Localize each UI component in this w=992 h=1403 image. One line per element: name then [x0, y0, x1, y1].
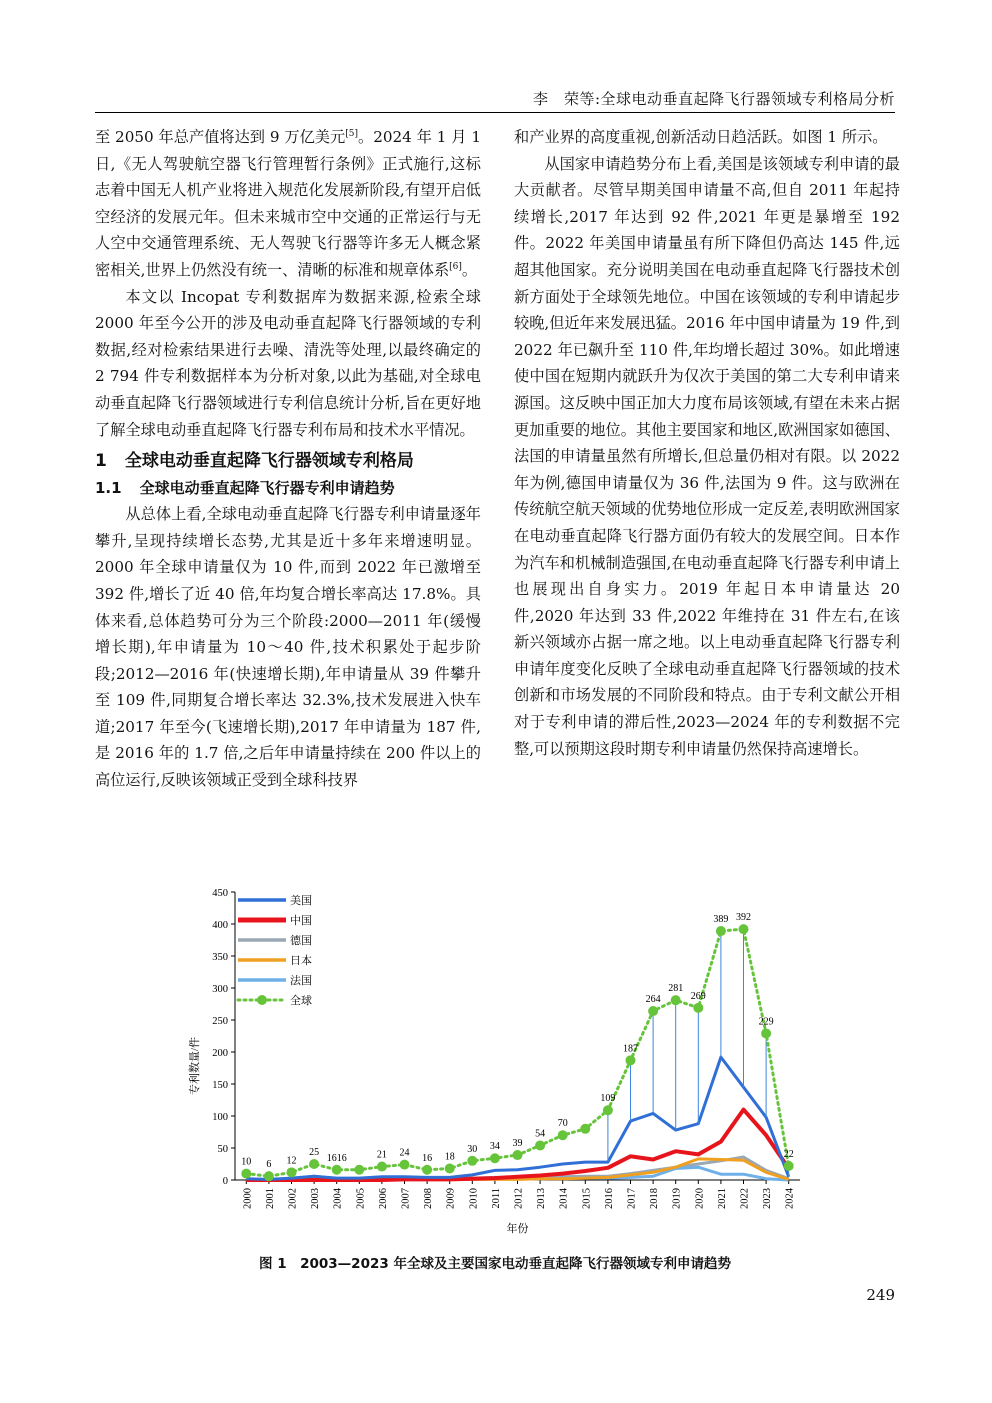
header-rule — [95, 112, 895, 113]
global-point — [648, 1006, 658, 1016]
data-label: 264 — [645, 994, 661, 1006]
x-tick-label: 2011 — [490, 1188, 502, 1209]
global-point — [739, 924, 749, 934]
data-label: 6 — [266, 1159, 272, 1171]
y-tick-label: 100 — [212, 1112, 228, 1123]
data-label: 39 — [512, 1138, 523, 1150]
data-label: 389 — [713, 914, 729, 926]
data-label: 12 — [286, 1155, 297, 1167]
x-tick-label: 2007 — [400, 1188, 412, 1209]
global-point — [693, 1003, 703, 1013]
x-tick-label: 2008 — [423, 1188, 435, 1209]
citation-ref: [6] — [449, 261, 462, 272]
data-label: 22 — [783, 1148, 794, 1160]
global-point — [626, 1055, 636, 1065]
x-tick-label: 2013 — [536, 1188, 548, 1209]
x-tick-label: 2017 — [626, 1188, 638, 1209]
global-point — [513, 1150, 523, 1160]
legend-label: 德国 — [290, 935, 312, 947]
data-label: 34 — [489, 1141, 500, 1153]
global-point — [241, 1169, 251, 1179]
legend-marker — [257, 995, 267, 1005]
x-tick-label: 2004 — [332, 1188, 344, 1209]
data-label: 392 — [736, 912, 751, 924]
left-column — [95, 124, 481, 794]
page-number: 249 — [866, 1286, 895, 1304]
y-tick-label: 450 — [212, 888, 228, 899]
y-tick-label: 300 — [212, 984, 228, 995]
data-label: 54 — [535, 1128, 546, 1140]
x-tick-label: 2009 — [445, 1188, 457, 1209]
x-tick-label: 2006 — [377, 1188, 389, 1209]
global-point — [287, 1167, 297, 1177]
y-tick-label: 400 — [212, 920, 228, 931]
patent-trend-chart — [180, 880, 820, 1240]
paragraph: 和产业界的高度重视,创新活动日趋活跃。如图 1 所示。 — [514, 128, 888, 146]
x-axis-title: 年份 — [506, 1223, 529, 1235]
global-point — [422, 1165, 432, 1175]
x-tick-label: 2016 — [603, 1188, 615, 1209]
data-label: 229 — [758, 1016, 774, 1028]
x-tick-label: 2000 — [242, 1188, 254, 1209]
x-tick-label: 2023 — [762, 1188, 774, 1209]
citation-ref: [5] — [345, 128, 358, 139]
global-point — [580, 1124, 590, 1134]
legend-label: 美国 — [290, 895, 312, 907]
data-label: 10 — [241, 1156, 252, 1168]
y-tick-label: 150 — [212, 1080, 228, 1091]
global-point — [490, 1153, 500, 1163]
x-tick-label: 2003 — [310, 1188, 322, 1209]
global-point — [716, 926, 726, 936]
global-point — [671, 995, 681, 1005]
x-tick-label: 2001 — [264, 1188, 276, 1209]
global-point — [400, 1160, 410, 1170]
paragraph: 本文以 Incopat 专利数据库为数据来源,检索全球 2000 年至今公开的涉及电动垂直起降飞行器领域的专利数据,经对检索结果进行去噪、清洗等处理,以最终确定的 2 794 件专利数据样本为分析对象,以此为基础,对全球电动垂直起降飞行器领域进行专利信息统计分析,旨在更好地了解全球电动垂直起降飞行器专利布局和技术水平情况。 — [95, 287, 481, 439]
global-point — [309, 1159, 319, 1169]
data-label: 70 — [557, 1118, 568, 1130]
legend-label: 中国 — [290, 915, 312, 927]
global-point — [354, 1165, 364, 1175]
x-tick-label: 2024 — [784, 1188, 796, 1209]
x-tick-label: 2021 — [716, 1188, 728, 1209]
data-label: 16 — [422, 1152, 433, 1164]
x-tick-label: 2014 — [558, 1188, 570, 1209]
data-label: 1616 — [326, 1152, 347, 1164]
y-tick-label: 350 — [212, 952, 228, 963]
y-tick-label: 250 — [212, 1016, 228, 1027]
paragraph: 从总体上看,全球电动垂直起降飞行器专利申请量逐年攀升,呈现持续增长态势,尤其是近十多年来增速明显。2000 年全球申请量仅为 10 件,而到 2022 年已激增至 392 件,增长了近 40 倍,年均复合增长率高达 17.8%。具体来看,总体趋势可分为三个阶段:2000—2011 年(缓慢增长期),年申请量为 10～40 件,技术积累处于起步阶段;2012—2016 年(快速增长期),年申请量从 39 件攀升至 109 件,同期复合增长率达 32.3%,技术发展进入快车道;2017 年至今(飞速增长期),2017 年申请量为 187 件,是 2016 年的 1.7 倍,之后年申请量持续在 200 件以上的高位运行,反映该领域正受到全球科技界 — [95, 505, 481, 790]
global-point — [377, 1162, 387, 1172]
data-label: 24 — [399, 1147, 410, 1159]
y-tick-label: 200 — [212, 1048, 228, 1059]
x-tick-label: 2022 — [739, 1188, 751, 1209]
x-tick-label: 2018 — [649, 1188, 661, 1209]
x-tick-label: 2002 — [287, 1188, 299, 1209]
paragraph: 至 2050 年总产值将达到 9 万亿美元[5]。2024 年 1 月 1 日,《无人驾驶航空器飞行管理暂行条例》正式施行,这标志着中国无人机产业将进入规范化发展新阶段,有望开启低空经济的发展元年。但未来城市空中交通的正常运行与无人空中交通管理系统、无人驾驶飞行器等许多无人概念紧密相关,世界上仍然没有统一、清晰的标准和规章体系[6]。 — [95, 128, 481, 279]
x-tick-label: 2019 — [671, 1188, 683, 1209]
x-tick-label: 2005 — [355, 1188, 367, 1209]
global-point — [761, 1028, 771, 1038]
data-label: 21 — [376, 1149, 387, 1161]
data-label: 281 — [668, 983, 684, 995]
y-tick-label: 0 — [222, 1176, 228, 1187]
data-label: 30 — [467, 1143, 478, 1155]
global-point — [332, 1165, 342, 1175]
global-point — [445, 1163, 455, 1173]
global-point — [535, 1140, 545, 1150]
right-column — [514, 124, 900, 762]
legend-label: 法国 — [290, 975, 312, 987]
paragraph: 从国家申请趋势分布上看,美国是该领域专利申请的最大贡献者。尽管早期美国申请量不高,但自 2011 年起持续增长,2017 年达到 92 件,2021 年更是暴增至 192 件。2022 年美国申请量虽有所下降但仍高达 145 件,远超其他国家。充分说明美国在电动垂直起降飞行器技术创新方面处于全球领先地位。中国在该领域的专利申请起步较晚,但近年来发展迅猛。2016 年中国申请量为 19 件,到 2022 年已飙升至 110 件,年均增长超过 30%。如此增速使中国在短期内就跃升为仅次于美国的第二大专利申请来源国。这反映中国正加大力度布局该领域,有望在未来占据更加重要的地位。其他主要国家和地区,欧洲国家如德国、法国的申请量虽然有所增长,但总量仍相对有限。以 2022 年为例,德国申请量仅为 36 件,法国为 9 件。这与欧洲在传统航空航天领域的优势地位形成一定反差,表明欧洲国家在电动垂直起降飞行器方面仍有较大的发展空间。日本作为汽车和机械制造强国,在电动垂直起降飞行器专利申请上也展现出自身实力。2019 年起日本申请量达 20 件,2020 年达到 33 件,2022 年维持在 31 件左右,在该新兴领域亦占据一席之地。以上电动垂直起降飞行器专利申请年度变化反映了全球电动垂直起降飞行器领域的技术创新和市场发展的不同阶段和特点。由于专利文献公开相对于专利申请的滞后性,2023—2024 年的专利数据不完整,可以预期这段时期专利申请量仍然保持高速增长。 — [514, 154, 900, 758]
legend-label: 日本 — [290, 955, 312, 967]
data-label: 25 — [309, 1147, 320, 1158]
x-tick-label: 2012 — [513, 1188, 525, 1209]
global-point — [558, 1130, 568, 1140]
data-label: 187 — [623, 1043, 638, 1055]
data-label: 269 — [690, 990, 706, 1002]
x-tick-label: 2010 — [468, 1188, 480, 1209]
data-label: 18 — [444, 1151, 455, 1163]
running-head: 李 荣等:全球电动垂直起降飞行器领域专利格局分析 — [532, 90, 895, 108]
section-heading: 1 全球电动垂直起降飞行器领域专利格局 — [95, 451, 414, 472]
y-tick-label: 50 — [217, 1144, 228, 1155]
x-tick-label: 2015 — [581, 1188, 593, 1209]
legend-label: 全球 — [290, 995, 312, 1007]
global-point — [467, 1156, 477, 1166]
subsection-heading: 1.1 全球电动垂直起降飞行器专利申请趋势 — [95, 479, 395, 498]
x-tick-label: 2020 — [694, 1188, 706, 1209]
global-point — [784, 1161, 794, 1171]
y-axis-title: 专利数量/件 — [189, 1036, 201, 1096]
figure-caption: 图 1 2003—2023 年全球及主要国家电动垂直起降飞行器领域专利申请趋势 — [259, 1256, 731, 1272]
global-point — [264, 1171, 274, 1181]
data-label: 109 — [600, 1093, 616, 1105]
global-point — [603, 1105, 613, 1115]
